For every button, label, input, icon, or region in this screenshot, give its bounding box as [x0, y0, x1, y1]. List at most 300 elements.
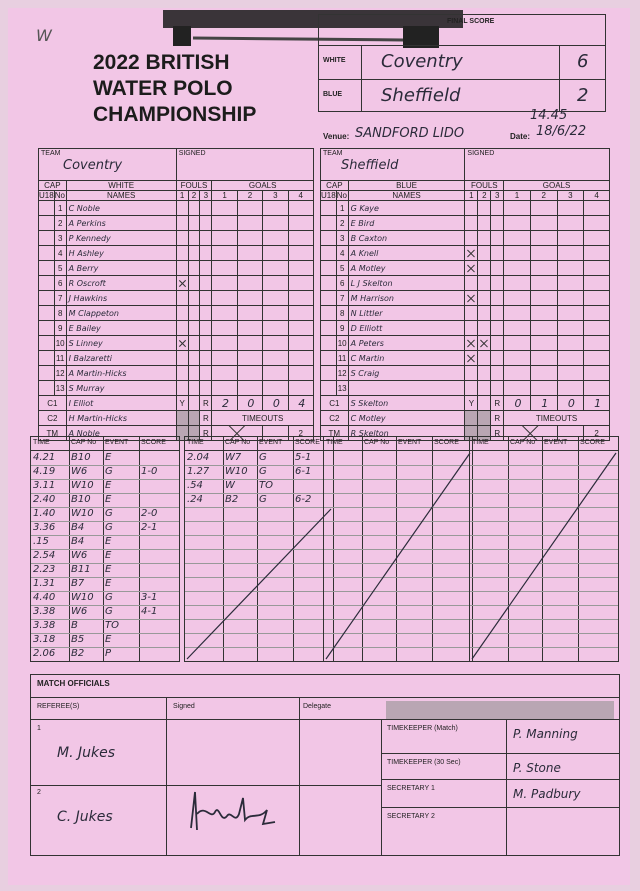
goal-cell [584, 366, 610, 381]
cap-number: 13 [54, 381, 66, 396]
foul-cell [188, 291, 200, 306]
official-code: TM [321, 426, 349, 441]
goal-cell [263, 351, 288, 366]
event-time: 1.31 [33, 578, 56, 589]
date-label: Date: [510, 132, 531, 141]
u18-cell [321, 366, 337, 381]
names-header: NAMES [348, 191, 465, 201]
u18-cell [321, 336, 337, 351]
goal-cell [584, 201, 610, 216]
cap-number: 10 [54, 336, 66, 351]
event-event: G [259, 452, 267, 463]
player-name: D Elliott [348, 321, 465, 336]
goal-cell [263, 366, 288, 381]
foul-cell [188, 276, 200, 291]
goal-cell [212, 246, 237, 261]
player-name: C Noble [66, 201, 176, 216]
events-header-time: TIME [326, 439, 343, 446]
blue-score-final: 2 [577, 85, 589, 106]
cap-number: 1 [336, 201, 348, 216]
events-header-event: EVENT [544, 439, 568, 446]
foul-cell [176, 201, 188, 216]
corner-mark: W [36, 26, 52, 45]
goal-cell [212, 351, 237, 366]
event-event: E [105, 536, 112, 547]
event-score: 2-0 [141, 508, 158, 519]
goal-cell [530, 381, 557, 396]
official-name: R Skelton [348, 426, 465, 441]
timeouts-remaining: 2 [288, 426, 313, 441]
foul-cell [176, 306, 188, 321]
scoresheet [8, 8, 630, 885]
foul-col: 3 [200, 191, 212, 201]
u18-cell [321, 321, 337, 336]
official-code: C1 [39, 396, 67, 411]
goal-cell [237, 381, 262, 396]
event-event: G [105, 606, 113, 617]
referees-label: REFEREE(S) [37, 703, 80, 710]
u18-cell [321, 381, 337, 396]
u18-cell [321, 306, 337, 321]
goal-cell [288, 366, 313, 381]
blue-team-table [320, 148, 610, 441]
event-event: E [105, 550, 112, 561]
strike-line [472, 453, 616, 659]
player-name: C Martin [348, 351, 465, 366]
u18-cell [39, 276, 55, 291]
official-code: C2 [39, 411, 67, 426]
player-name: S Murray [66, 381, 176, 396]
events-header-cap: CAP No [510, 439, 536, 446]
u18-cell [39, 381, 55, 396]
official-code: C1 [321, 396, 349, 411]
u18-cell [39, 291, 55, 306]
red-card-label: R [491, 426, 504, 441]
u18-cell [321, 261, 337, 276]
final-score-label: FINAL SCORE [447, 18, 495, 25]
foul-cell [188, 246, 200, 261]
goal-cell [504, 216, 531, 231]
u18-cell [321, 231, 337, 246]
white-team-name: Coventry [63, 158, 123, 173]
goal-cell [263, 276, 288, 291]
match-time: 14.45 [530, 108, 568, 123]
goal-cell [504, 336, 531, 351]
u18-cell [321, 216, 337, 231]
foul-cell [465, 291, 478, 306]
player-row [321, 216, 610, 231]
player-name: I Balzaretti [66, 351, 176, 366]
cap-number: 13 [336, 381, 348, 396]
foul-cell [188, 321, 200, 336]
final-score-box [318, 14, 606, 112]
goal-cell [288, 231, 313, 246]
white-header: WHITE [66, 181, 176, 191]
goal-cell [263, 291, 288, 306]
event-time: 1.27 [187, 466, 210, 477]
player-name: R Oscroft [66, 276, 176, 291]
event-cap: W7 [225, 452, 242, 463]
event-time: 3.11 [33, 480, 56, 491]
event-score: 6-2 [295, 494, 312, 505]
event-time: 4.19 [33, 466, 56, 477]
foul-cell [188, 366, 200, 381]
foul-cell [200, 306, 212, 321]
player-name: E Bailey [66, 321, 176, 336]
events-header-score: SCORE [295, 439, 320, 446]
goal-cell [557, 216, 584, 231]
player-row [321, 201, 610, 216]
goal-cell [263, 336, 288, 351]
foul-cell [465, 231, 478, 246]
score-digit: 0 [263, 396, 288, 411]
goal-cell [504, 321, 531, 336]
no-header: No [54, 191, 65, 200]
foul-cell [176, 321, 188, 336]
foul-cell [200, 276, 212, 291]
event-score: 4-1 [141, 606, 158, 617]
player-row [321, 246, 610, 261]
goal-col: 4 [288, 191, 313, 201]
foul-cell [491, 246, 504, 261]
player-name: N Littler [348, 306, 465, 321]
goal-cell [504, 246, 531, 261]
goal-cell [212, 306, 237, 321]
player-name: P Kennedy [66, 231, 176, 246]
goal-cell [584, 321, 610, 336]
event-event: G [105, 522, 113, 533]
official-code: C2 [321, 411, 349, 426]
goal-cell [212, 231, 237, 246]
u18-cell [321, 291, 337, 306]
official-row [39, 411, 314, 426]
foul-cell [491, 306, 504, 321]
goal-cell [212, 381, 237, 396]
event-score: 2-1 [141, 522, 158, 533]
goal-cell [288, 261, 313, 276]
foul-cell [200, 291, 212, 306]
foul-cell [478, 381, 491, 396]
event-event: TO [259, 480, 273, 491]
u18-cell [39, 306, 55, 321]
goal-col: 4 [584, 191, 610, 201]
foul-cell [465, 336, 478, 351]
foul-cell [491, 261, 504, 276]
goal-cell [237, 306, 262, 321]
cap-number: 4 [54, 246, 66, 261]
player-row [321, 321, 610, 336]
events-header-time: TIME [187, 439, 204, 446]
foul-col: 3 [491, 191, 504, 201]
goal-cell [237, 231, 262, 246]
official-name: H Martin-Hicks [66, 411, 176, 426]
event-time: 2.04 [187, 452, 210, 463]
foul-cell [478, 246, 491, 261]
foul-cell [478, 201, 491, 216]
goal-cell [504, 366, 531, 381]
goal-cell [288, 306, 313, 321]
player-name: A Peters [348, 336, 465, 351]
goal-cell [288, 321, 313, 336]
goal-cell [212, 261, 237, 276]
goal-cell [504, 231, 531, 246]
white-score-final: 6 [577, 51, 589, 72]
goal-cell [237, 321, 262, 336]
fouls-header: FOULS [176, 181, 212, 191]
timeouts-label: TIMEOUTS [212, 411, 314, 426]
goal-cell [530, 291, 557, 306]
goal-cell [288, 351, 313, 366]
foul-cell [478, 276, 491, 291]
player-name: M Clappeton [66, 306, 176, 321]
events-header-cap: CAP No [364, 439, 390, 446]
yellow-card-label: Y [465, 396, 478, 411]
player-row [39, 246, 314, 261]
goal-col: 1 [504, 191, 531, 201]
events-panel [30, 436, 180, 662]
date-value: 18/6/22 [536, 124, 587, 139]
fouls-header: FOULS [465, 181, 504, 191]
event-cap: W10 [71, 480, 94, 491]
goal-cell [504, 381, 531, 396]
cap-number: 2 [336, 216, 348, 231]
event-cap: W6 [71, 606, 88, 617]
yellow-card-label: Y [176, 396, 188, 411]
player-row [39, 261, 314, 276]
goal-cell [557, 381, 584, 396]
red-card-label: R [491, 411, 504, 426]
event-time: 3.36 [33, 522, 56, 533]
goal-cell [212, 336, 237, 351]
goal-cell [530, 231, 557, 246]
blue-label: BLUE [323, 91, 343, 98]
player-row [321, 261, 610, 276]
signed-label: SIGNED [467, 150, 495, 157]
u18-cell [39, 261, 55, 276]
foul-cell [188, 336, 200, 351]
event-event: G [259, 466, 267, 477]
player-row [39, 306, 314, 321]
event-time: 4.21 [33, 452, 56, 463]
cap-number: 5 [54, 261, 66, 276]
cap-number: 9 [54, 321, 66, 336]
foul-cell [478, 351, 491, 366]
player-row [39, 201, 314, 216]
title-line3: CHAMPIONSHIP [93, 103, 257, 126]
player-row [39, 366, 314, 381]
unused-strike-line [185, 437, 333, 661]
role-label: TIMEKEEPER (Match) [387, 725, 458, 732]
event-cap: W10 [225, 466, 248, 477]
goal-cell [288, 246, 313, 261]
event-time: .24 [187, 494, 203, 505]
goal-cell [504, 351, 531, 366]
goal-cell [584, 351, 610, 366]
u18-header: U18 [321, 191, 336, 200]
player-row [321, 231, 610, 246]
goal-cell [557, 351, 584, 366]
player-row [39, 276, 314, 291]
event-cap: B2 [71, 648, 85, 659]
goal-cell [263, 231, 288, 246]
u18-cell [39, 336, 55, 351]
player-row [39, 381, 314, 396]
events-header-event: EVENT [259, 439, 283, 446]
event-event: G [105, 508, 113, 519]
official-row [39, 396, 314, 411]
event-event: G [259, 494, 267, 505]
goal-cell [557, 306, 584, 321]
player-name: A Knell [348, 246, 465, 261]
foul-cell [465, 366, 478, 381]
events-header-event: EVENT [105, 439, 129, 446]
goal-cell [263, 261, 288, 276]
event-time: 2.23 [33, 564, 56, 575]
white-label: WHITE [323, 57, 346, 64]
foul-cell [478, 216, 491, 231]
blue-header: BLUE [348, 181, 465, 191]
player-row [39, 321, 314, 336]
event-event: E [105, 494, 112, 505]
referee-1: M. Jukes [57, 745, 115, 761]
foul-cell [491, 351, 504, 366]
unused-strike-line [470, 437, 618, 661]
event-event: E [105, 578, 112, 589]
unused-strike-line [324, 437, 472, 661]
player-name: L J Skelton [348, 276, 465, 291]
event-cap: B10 [71, 494, 91, 505]
u18-cell [321, 246, 337, 261]
u18-cell [39, 321, 55, 336]
referee-2: C. Jukes [57, 809, 113, 825]
events-header-cap: CAP No [225, 439, 251, 446]
event-event: TO [105, 620, 119, 631]
u18-cell [321, 201, 337, 216]
cap-header: CAP [39, 181, 67, 191]
goal-cell [557, 201, 584, 216]
event-time: 3.18 [33, 634, 56, 645]
score-digit: 0 [237, 396, 262, 411]
foul-col: 2 [188, 191, 200, 201]
cap-number: 4 [336, 246, 348, 261]
foul-cell [478, 321, 491, 336]
goal-cell [237, 201, 262, 216]
goal-col: 3 [263, 191, 288, 201]
role-label: SECRETARY 2 [387, 813, 435, 820]
timeouts-label: TIMEOUTS [504, 411, 610, 426]
goal-cell [212, 276, 237, 291]
goal-cell [557, 276, 584, 291]
role-label: TIMEKEEPER (30 Sec) [387, 759, 461, 766]
foul-cell [176, 336, 188, 351]
cap-number: 5 [336, 261, 348, 276]
venue-value: SANDFORD LIDO [355, 126, 465, 141]
event-event: E [105, 634, 112, 645]
cap-number: 3 [336, 231, 348, 246]
event-cap: B11 [71, 564, 91, 575]
event-time: 2.06 [33, 648, 56, 659]
foul-cell [200, 321, 212, 336]
goal-cell [237, 216, 262, 231]
official-name: C Motley [348, 411, 465, 426]
goal-cell [288, 336, 313, 351]
cap-number: 6 [54, 276, 66, 291]
strike-line [187, 509, 331, 659]
match-officials-box [30, 674, 620, 856]
foul-cell [188, 351, 200, 366]
role-divider [381, 779, 619, 780]
event-event: P [105, 648, 112, 659]
white-team-final: Coventry [381, 51, 463, 72]
goal-cell [530, 276, 557, 291]
player-name: A Perkins [66, 216, 176, 231]
player-row [39, 216, 314, 231]
goal-cell [237, 291, 262, 306]
event-time: 3.38 [33, 620, 56, 631]
event-event: G [105, 592, 113, 603]
foul-cell [478, 261, 491, 276]
event-cap: B7 [71, 578, 85, 589]
player-name: M Harrison [348, 291, 465, 306]
team-label: TEAM [323, 150, 343, 157]
goal-cell [530, 336, 557, 351]
signed-label: SIGNED [178, 150, 206, 157]
events-header-score: SCORE [141, 439, 166, 446]
player-name: E Bird [348, 216, 465, 231]
foul-cell [176, 381, 188, 396]
official-code: TM [39, 426, 67, 441]
u18-cell [321, 276, 337, 291]
player-name: S Craig [348, 366, 465, 381]
goal-cell [557, 261, 584, 276]
foul-cell [176, 261, 188, 276]
goal-cell [530, 201, 557, 216]
u18-cell [39, 351, 55, 366]
foul-cell [176, 291, 188, 306]
player-name: H Ashley [66, 246, 176, 261]
no-header: No [336, 191, 347, 200]
events-header-score: SCORE [434, 439, 459, 446]
event-event: E [105, 564, 112, 575]
foul-cell [188, 231, 200, 246]
event-score: 5-1 [295, 452, 312, 463]
event-cap: W10 [71, 592, 94, 603]
foul-cell [465, 381, 478, 396]
goal-cell [288, 216, 313, 231]
foul-cell [491, 201, 504, 216]
foul-cell [465, 261, 478, 276]
foul-cell [200, 366, 212, 381]
goal-cell [530, 321, 557, 336]
goal-cell [557, 291, 584, 306]
goal-cell [584, 291, 610, 306]
cap-number: 9 [336, 321, 348, 336]
foul-cell [478, 306, 491, 321]
cap-number: 7 [54, 291, 66, 306]
goal-cell [504, 276, 531, 291]
signed-label: Signed [173, 703, 195, 710]
official-row [321, 396, 610, 411]
event-cap: W [225, 480, 235, 491]
goal-cell [288, 201, 313, 216]
title-line1: 2022 BRITISH [93, 51, 230, 74]
player-row [321, 351, 610, 366]
role-label: SECRETARY 1 [387, 785, 435, 792]
goal-col: 2 [237, 191, 262, 201]
delegate-shaded [386, 701, 614, 719]
goal-cell [557, 246, 584, 261]
goal-cell [263, 306, 288, 321]
